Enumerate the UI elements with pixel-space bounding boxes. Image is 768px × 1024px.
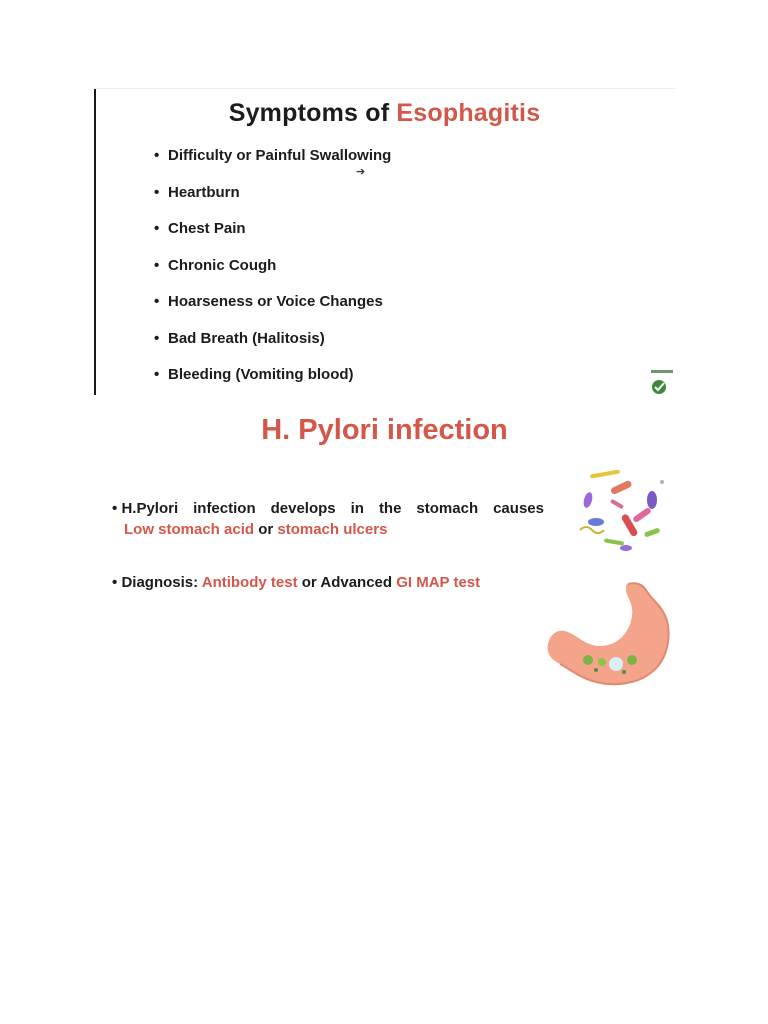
bullet-icon: • (112, 500, 118, 517)
gi-map-test-text: GI MAP test (396, 574, 481, 591)
word: develops (270, 500, 336, 517)
low-stomach-acid-text: Low stomach acid (124, 521, 255, 538)
symptom-text: Heartburn (168, 183, 240, 201)
h-pylori-title: H. Pylori infection (261, 414, 508, 446)
list-item (154, 293, 391, 330)
diagnosis-point (112, 574, 480, 591)
slide-left-border (94, 89, 96, 395)
bullet-icon: • (154, 366, 160, 383)
bullet-icon: • (154, 183, 160, 201)
h-pylori-slide (94, 400, 675, 700)
list-item (154, 184, 391, 221)
bullet-icon: • (154, 220, 160, 237)
infection-line-2 (112, 519, 544, 540)
infection-line-1 (112, 498, 544, 519)
symptom-text: Hoarseness or Voice Changes (168, 293, 383, 310)
symptom-text: Bad Breath (Halitosis) (168, 329, 325, 347)
diagnosis-label: Diagnosis: (121, 574, 202, 591)
esophagitis-title (94, 99, 675, 128)
bullet-icon: • (154, 293, 160, 310)
symptom-list (154, 147, 391, 395)
arrow-cursor-icon: ➔ (356, 166, 366, 178)
esophagitis-slide (94, 88, 675, 395)
word: the (378, 500, 402, 517)
word: infection (193, 500, 256, 517)
word: in (350, 500, 364, 517)
symptom-text: Chronic Cough (168, 256, 277, 274)
symptom-text: Difficulty or Painful Swallowing (168, 147, 392, 164)
list-item (154, 366, 391, 395)
antibody-test-text: Antibody test (201, 574, 298, 591)
title-accent: Esophagitis (396, 99, 541, 127)
bullet-icon: • (112, 574, 118, 591)
symptom-text: Chest Pain (168, 220, 246, 237)
connector-text: or (254, 521, 278, 538)
symptom-text: Bleeding (Vomiting blood) (168, 366, 354, 383)
word: stomach (416, 500, 479, 517)
bullet-icon: • (154, 329, 160, 347)
list-item (154, 330, 391, 367)
word (112, 498, 178, 519)
bacteria-illustration-icon (574, 470, 670, 556)
infection-point (112, 498, 544, 540)
word-text: H.Pylori (121, 500, 179, 517)
bullet-icon: • (154, 256, 160, 274)
stomach-ulcers-text: stomach ulcers (277, 521, 388, 538)
stomach-illustration-icon (546, 580, 672, 690)
connector-text: or Advanced (297, 574, 397, 591)
title-prefix: Symptoms of (228, 99, 397, 127)
bullet-icon: • (154, 147, 160, 164)
word: causes (493, 500, 544, 517)
brand-logo-icon (649, 366, 675, 394)
list-item (154, 220, 391, 257)
list-item (154, 257, 391, 294)
